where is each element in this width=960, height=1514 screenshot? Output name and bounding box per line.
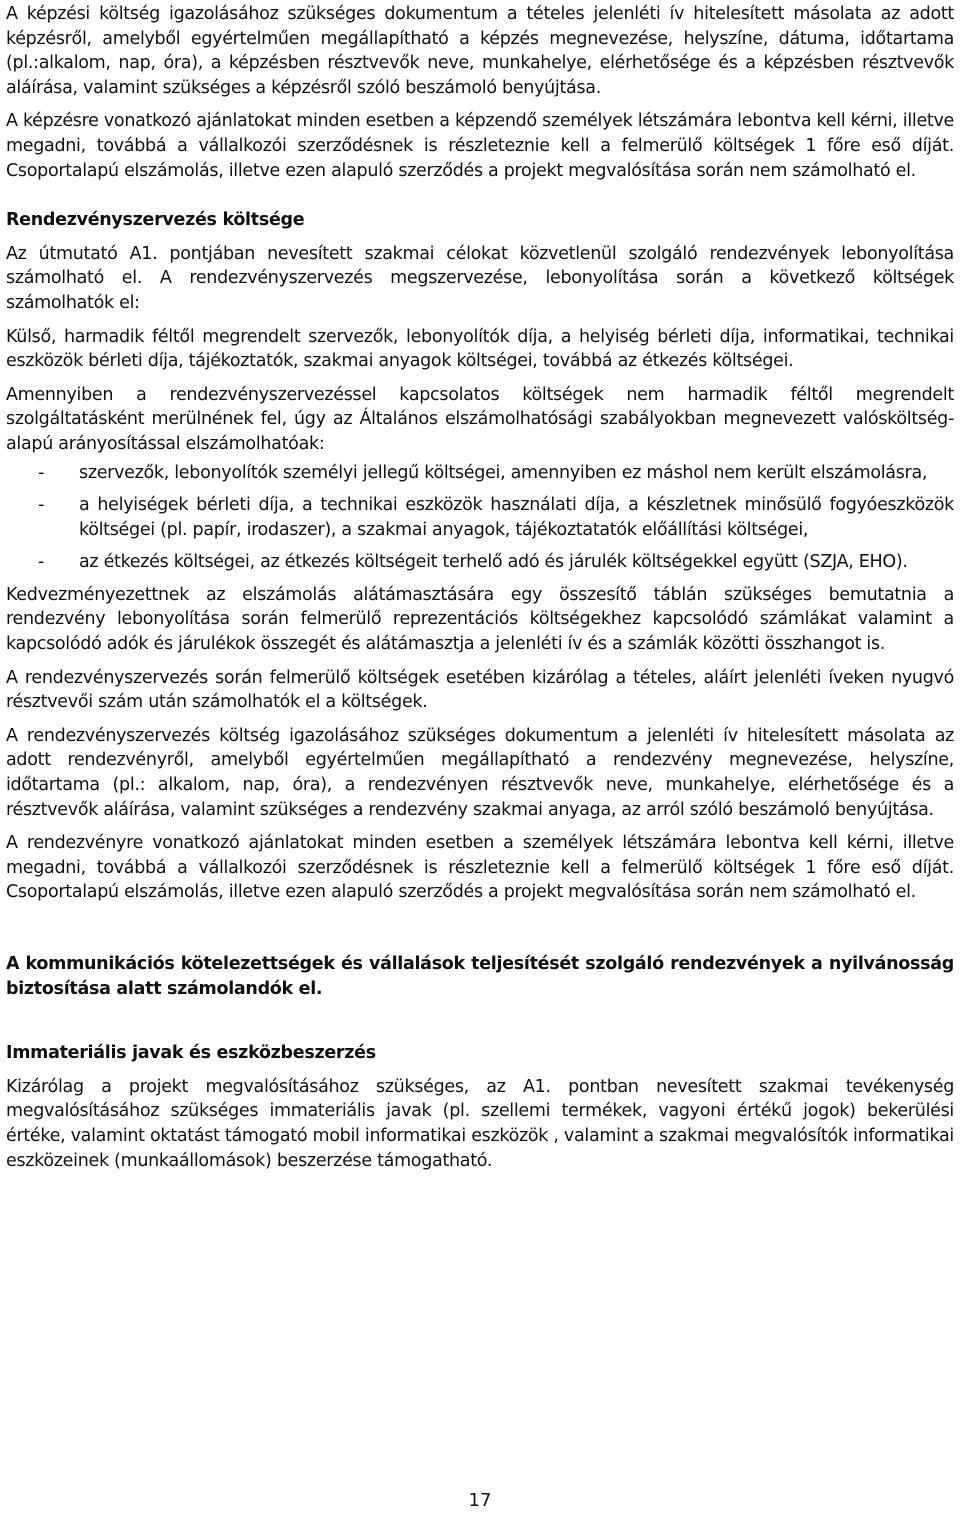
dash-bullet: - — [38, 462, 45, 483]
paragraph-rendezveny-koltsegek: A rendezvényszervezés során felmerülő költségek esetében kizárólag a tételes, aláírt jelenléti íveken nyugvó résztvevői szám után számolhatók el a költségek. — [6, 667, 954, 713]
list-item — [6, 461, 954, 486]
heading-rendezvenyszervezes: Rendezvényszervezés költsége — [6, 210, 305, 231]
paragraph-rendezveny-utmutato: Az útmutató A1. pontjában nevesített szakmai célokat közvetlenül szolgáló rendezvények lebonyolítása számolható el. A rendezvényszervezés megszervezése, lebonyolítása során a következő költségek számolhatók el: — [6, 243, 954, 313]
dash-bullet: - — [38, 552, 45, 573]
paragraph-kulso-szervezok: Külső, harmadik féltől megrendelt szervezők, lebonyolítók díja, a helyiség bérleti díja, informatikai, technikai eszközök bérleti díja, tájékoztatók, szakmai anyagok költségei, továbbá az étkezés költségei. — [6, 326, 954, 372]
paragraph-kepzes-ajanlatok: A képzésre vonatkozó ajánlatokat minden esetben a képzendő személyek létszámára lebontva kell kérni, illetve megadni, továbbá a vállalkozói szerződésnek is részleteznie kell a felmerülő költségek 1 főre eső díját. Csoportalapú elszámolás, illetve ezen alapuló szerződés a projekt megvalósítása során nem számolható el. — [6, 111, 954, 181]
paragraph-rendezveny-igazolas: A rendezvényszervezés költség igazolásához szükséges dokumentum a jelenléti ív hitelesített másolata az adott rendezvényről, amelyből egyértelműen megállapítható a rendezvény megnevezése, helyszíne, időtartama (pl.: alkalom, nap, óra), a rendezvényen résztvevők neve, munkahelye, elérhetősége és a résztvevők aláírása, valamint szükséges a rendezvény szakmai anyaga, az arról szóló beszámoló benyújtása. — [6, 725, 954, 820]
list-item — [6, 550, 954, 575]
paragraph-rendezveny-ajanlatok: A rendezvényre vonatkozó ajánlatokat minden esetben a személyek létszámára lebontva kell kérni, illetve megadni, továbbá a vállalkozói szerződésnek is részleteznie kell a felmerülő költségek 1 főre eső díját. Csoportalapú elszámolás, illetve ezen alapuló szerződés a projekt megvalósítása során nem számolható el. — [6, 833, 954, 903]
dash-bullet: - — [38, 495, 45, 516]
list-item-text: az étkezés költségei, az étkezés költségeit terhelő adó és járulék költségekkel együtt (SZJA, EHO). — [79, 552, 908, 573]
dash-list — [6, 461, 954, 575]
list-item-text: szervezők, lebonyolítók személyi jellegű költségei, amennyiben ez máshol nem került elszámolásra, — [79, 462, 928, 483]
paragraph-kedvezmenyezettnek: Kedvezményezettnek az elszámolás alátámasztására egy összesítő táblán szükséges bemutatnia a rendezvény lebonyolítása során felmerülő reprezentációs költségekhez kapcsolódó számlákat valamint a kapcsolódó adók és járulékok összegét és alátámasztja a jelenléti ív és a számlák közötti összhangot is. — [6, 584, 954, 655]
paragraph-amennyiben: Amennyiben a rendezvényszervezéssel kapcsolatos költségek nem harmadik féltől megrendelt szolgáltatásként merülnének fel, úgy az Általános elszámolhatósági szabályokban megnevezett valósköltség-alapú arányosítással elszámolhatóak: — [6, 384, 954, 454]
paragraph-immaterialis: Kizárólag a projekt megvalósításához szükséges, az A1. pontban nevesített szakmai tevékenység megvalósításához szükséges immateriális javak (pl. szellemi termékek, vagyoni értékű jogok) bekerülési értéke, valamint oktatást támogató mobil informatikai eszközök , valamint a szakmai megvalósítók informatikai eszközeinek (munkaállomások) beszerzése támogatható. — [6, 1076, 954, 1171]
heading-immaterialis: Immateriális javak és eszközbeszerzés — [6, 1043, 376, 1064]
paragraph-kommunikacios-bold: A kommunikációs kötelezettségek és vállalások teljesítését szolgáló rendezvények a nyilvánosság biztosítása alatt számolandók el. — [6, 954, 954, 999]
list-item — [6, 493, 954, 542]
paragraph-kepzes-igazolas: A képzési költség igazolásához szükséges dokumentum a tételes jelenléti ív hitelesített másolata az adott képzésről, amelyből egyértelműen megállapítható a képzés megnevezése, helyszíne, dátuma, időtartama (pl.:alkalom, nap, óra), a képzésben résztvevők neve, munkahelye, elérhetősége és a képzésben résztvevők aláírása, valamint szükséges a képzésről szóló beszámoló benyújtása. — [6, 4, 954, 98]
page-number: 17 — [468, 1490, 492, 1511]
list-item-text: a helyiségek bérleti díja, a technikai eszközök használati díja, a készletnek minősülő fogyóeszközök költségei (pl. papír, irodaszer), a szakmai anyagok, tájékoztatatók előállítási költségei, — [79, 495, 954, 540]
